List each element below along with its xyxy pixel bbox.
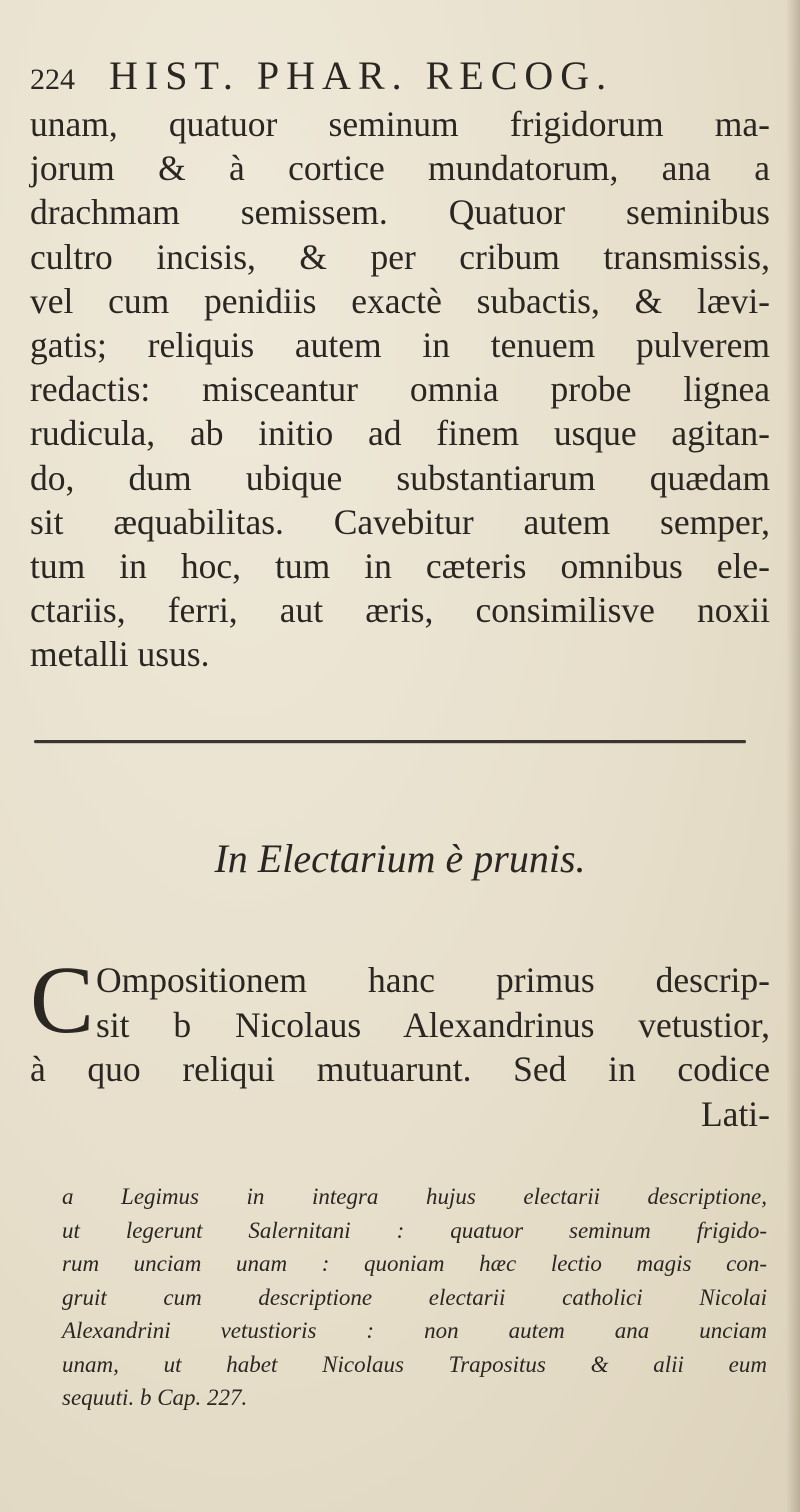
running-header: [30, 52, 770, 102]
footnote-line: a Legimus in integra hujus electarii descriptione,: [62, 1184, 767, 1209]
text-line: rudicula, ab initio ad finem usque agitan-: [30, 413, 770, 454]
text-line: à quo reliqui mutuarunt. Sed in codice: [30, 1049, 770, 1089]
text-line: sit b Nicolaus Alexandrinus vetustior,: [96, 1004, 770, 1045]
text-line: vel cum penidiis exactè subactis, & lævi-: [30, 280, 770, 321]
text-line: redactis: misceantur omnia probe lignea: [30, 369, 770, 410]
footnote-line: ut legerunt Salernitani : quatuor seminum frigido-: [62, 1217, 767, 1243]
text-line: cultro incisis, & per cribum transmissis,: [30, 236, 770, 277]
page-number: 224: [30, 63, 75, 96]
page-edge-shadow: [786, 0, 800, 1512]
text-line: jorum & à cortice mundatorum, ana a: [30, 148, 770, 189]
text-line: sit æquabilitas. Cavebitur autem semper,: [30, 501, 770, 542]
text-line: metalli usus.: [30, 634, 210, 675]
text-line: Ompositionem hanc primus descrip-: [96, 960, 770, 1000]
section-title: In Electarium è prunis.: [214, 836, 586, 881]
text-line: do, dum ubique substantiarum quædam: [30, 457, 770, 498]
section-paragraph: [30, 946, 770, 1136]
drop-cap: C: [30, 946, 95, 1053]
running-title: HIST. PHAR. RECOG.: [109, 53, 614, 98]
footnote-line: rum unciam unam : quoniam hæc lectio magis con-: [62, 1251, 767, 1276]
text-line: tum in hoc, tum in cæteris omnibus ele-: [30, 546, 770, 587]
footnote-line: unam, ut habet Nicolaus Trapositus & alii eum: [62, 1351, 767, 1377]
text-line: ctariis, ferri, aut æris, consimilisve noxii: [30, 590, 770, 631]
footnote-line: Alexandrini vetustioris : non autem ana unciam: [62, 1318, 767, 1343]
footnote-line: sequuti. b Cap. 227.: [62, 1385, 248, 1410]
text-line: drachmam semissem. Quatuor seminibus: [30, 192, 770, 233]
text-line: unam, quatuor seminum frigidorum ma-: [30, 104, 770, 144]
catchword: Lati-: [701, 1093, 770, 1134]
text-line: gatis; reliquis autem in tenuem pulverem: [30, 325, 770, 366]
footnote-line: gruit cum descriptione electarii catholici Nicolai: [62, 1284, 767, 1310]
section-divider-rule: [34, 740, 746, 743]
main-paragraph: [30, 102, 770, 677]
footnotes: [62, 1180, 767, 1415]
